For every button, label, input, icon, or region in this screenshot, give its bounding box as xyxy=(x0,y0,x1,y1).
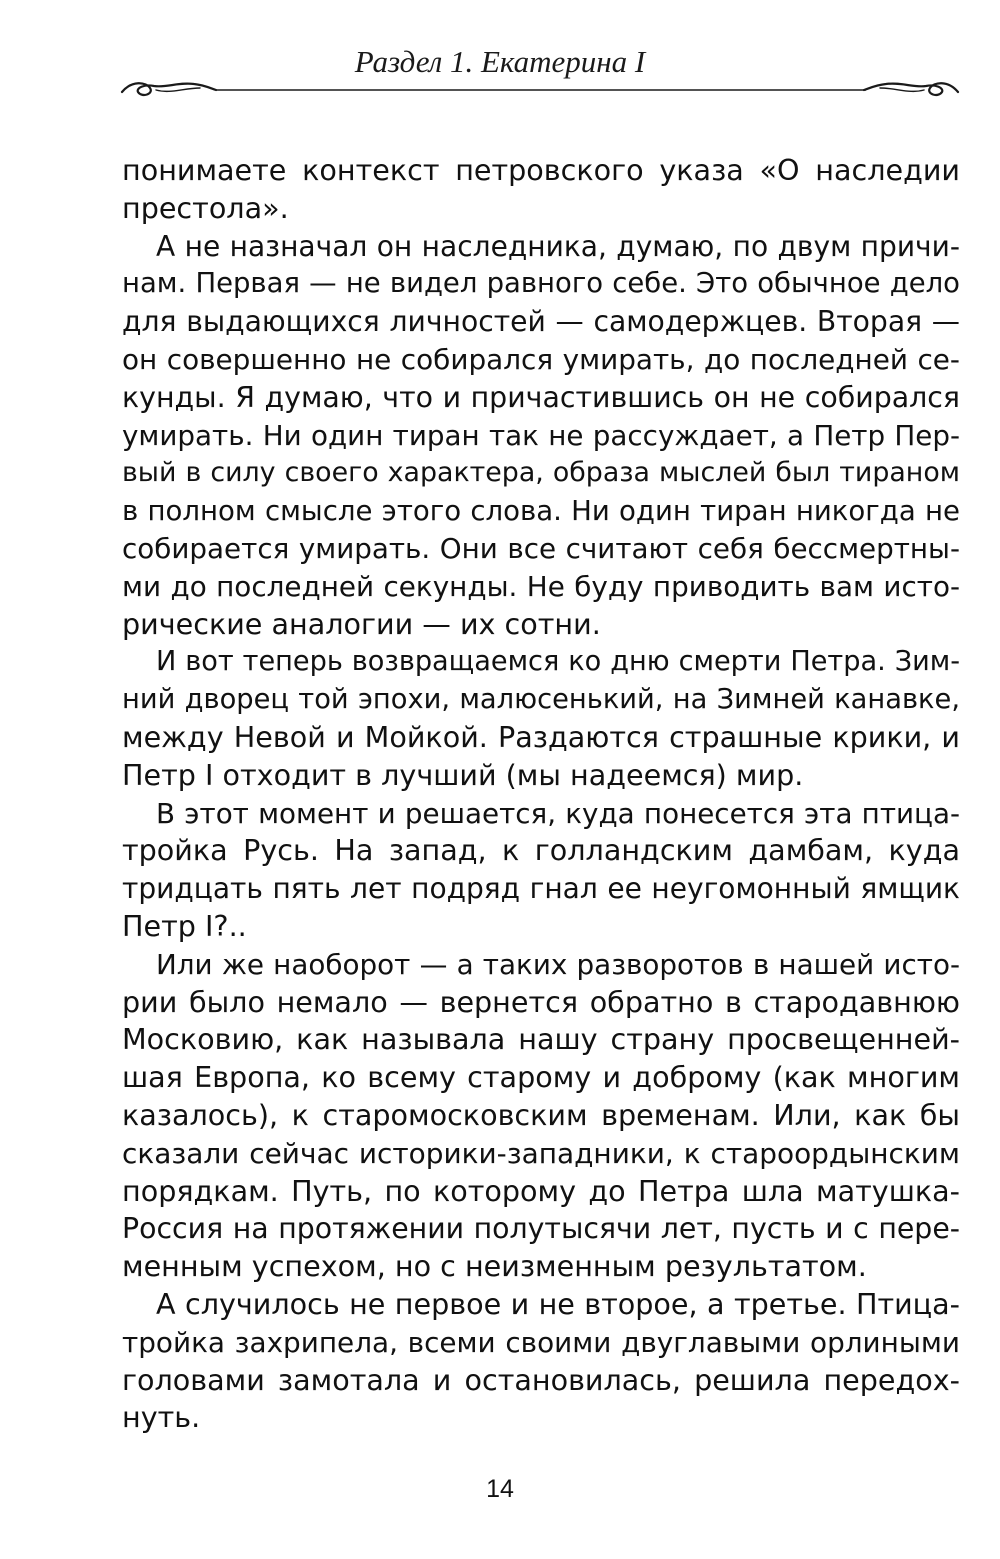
text-line: порядкам. Путь, по которому до Петра шла матушка- xyxy=(122,1173,960,1208)
body-text xyxy=(122,152,960,1437)
text-line: менным успехом, но с неизменным результатом. xyxy=(122,1249,867,1284)
text-line: тридцать пять лет подряд гнал ее неугомонный ямщик xyxy=(122,872,960,906)
text-line: тройка Русь. На запад, к голландским дамбам, куда xyxy=(122,833,960,868)
text-line: понимаете контекст петровского указа «О наследии xyxy=(122,153,960,187)
paragraph xyxy=(122,643,960,794)
text-line: Петр I?.. xyxy=(122,908,247,943)
text-line: И вот теперь возвращаемся ко дню смерти Петра. Зим- xyxy=(156,646,960,678)
running-header xyxy=(0,0,1000,110)
text-line: шая Европа, ко всему старому и доброму (как многим xyxy=(122,1060,960,1095)
ornamental-rule xyxy=(120,76,960,106)
text-line: головами замотала и остановилась, решила передох- xyxy=(122,1362,960,1397)
text-line: А не назначал он наследника, думаю, по двум причи- xyxy=(156,229,960,263)
text-line: собирается умирать. Они все считают себя бессмертны- xyxy=(122,531,960,565)
text-line: тройка захрипела, всеми своими двуглавыми орлиными xyxy=(122,1325,960,1359)
text-line: рии было немало — вернется обратно в стародавнюю xyxy=(122,984,960,1019)
paragraph xyxy=(122,795,960,946)
running-header-title: Раздел 1. Екатерина I xyxy=(354,44,646,79)
paragraph xyxy=(122,152,960,228)
ornament-left-flourish xyxy=(122,83,216,95)
text-line: нуть. xyxy=(122,1400,201,1435)
text-line: престола». xyxy=(122,190,289,225)
text-line: Петр I отходит в лучший (мы надеемся) мир. xyxy=(122,757,804,792)
text-line: он совершенно не собирался умирать, до последней се- xyxy=(122,342,960,376)
text-line: вый в силу своего характера, образа мыслей был тираном xyxy=(122,457,960,489)
paragraph xyxy=(122,946,960,1286)
text-line: сказали сейчас историки-западники, к староордынским xyxy=(122,1136,960,1170)
ornament-left-swash xyxy=(156,88,200,91)
text-line: для выдающихся личностей — самодержцев. Вторая — xyxy=(122,305,960,339)
text-line: А случилось не первое и не второе, а третье. Птица- xyxy=(156,1286,960,1321)
page-number: 14 xyxy=(486,1475,514,1503)
paragraph xyxy=(122,1286,960,1437)
text-line: нам. Первая — не видел равного себе. Это обычное дело xyxy=(122,268,960,300)
ornament-right-flourish xyxy=(864,83,958,95)
text-line: Россия на протяжении полутысячи лет, пусть и с пере- xyxy=(122,1212,960,1246)
text-line: умирать. Ни один тиран так не рассуждает, а Петр Пер- xyxy=(122,418,960,452)
ornament-right-swash xyxy=(880,88,924,91)
text-line: ми до последней секунды. Не буду приводить вам исто- xyxy=(122,569,960,603)
text-line: Или же наоборот — а таких разворотов в нашей исто- xyxy=(156,947,960,981)
text-line: ний дворец той эпохи, малюсенький, на Зимней канавке, xyxy=(122,684,960,716)
paragraph xyxy=(122,228,960,644)
text-line: кунды. Я думаю, что и причастившись он не собирался xyxy=(122,380,960,414)
text-line: казалось), к старомосковским временам. Или, как бы xyxy=(122,1097,960,1132)
text-line: В этот момент и решается, куда понесется эта птица- xyxy=(156,796,960,830)
text-line: между Невой и Мойкой. Раздаются страшные крики, и xyxy=(122,719,960,754)
text-line: в полном смысле этого слова. Ни один тиран никогда не xyxy=(122,494,960,528)
text-line: Московию, как называла нашу страну просвещенней- xyxy=(122,1022,960,1057)
text-line: рические аналогии — их сотни. xyxy=(122,606,601,641)
